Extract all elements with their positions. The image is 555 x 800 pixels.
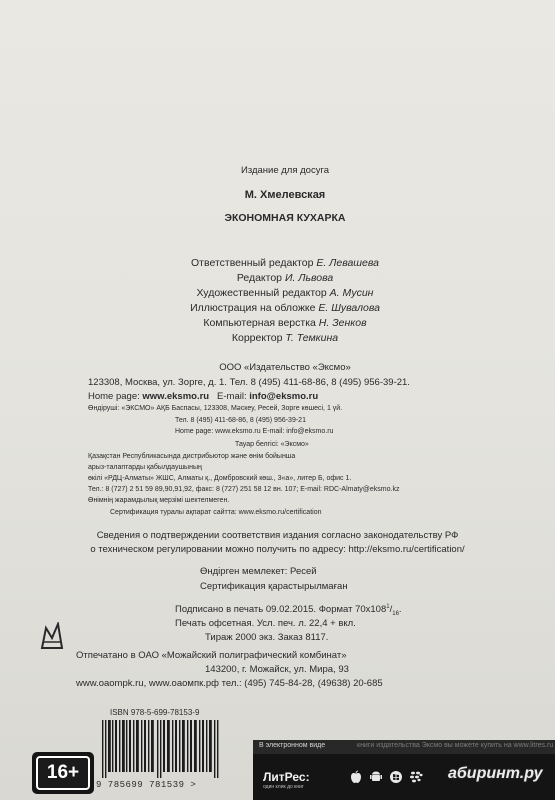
age-rating-badge — [32, 752, 94, 794]
barcode-icon — [98, 720, 223, 778]
kz-distributor-3: өкілі «РДЦ-Алматы» ЖШС, Алматы қ., Домбровский көш., 3«а», литер Б, офис 1. — [88, 475, 352, 482]
kz-distributor-2: арыз-талаптарды қабылдаушының — [88, 464, 202, 471]
publisher-contacts: Home page: www.eksmo.ru E-mail: info@eksmo.ru — [88, 391, 319, 402]
kz-producer: Өндіруші: «ЭКСМО» АҚБ Баспасы, 123308, Мәскеу, Ресей, Зорге көшесі, 1 үй. — [88, 405, 343, 412]
blackberry-icon — [409, 770, 423, 784]
isbn: ISBN 978-5-699-78153-9 — [110, 708, 200, 717]
android-icon — [369, 770, 383, 784]
home-page-link[interactable]: www.eksmo.ru — [142, 391, 210, 402]
print-type: Печать офсетная. Усл. печ. л. 22,4 + вкл. — [175, 618, 356, 629]
barcode-digits: 9 785699 781539 > — [96, 780, 197, 790]
mpk-logo-icon — [40, 622, 64, 650]
watermark: абиринт.ру — [448, 765, 543, 782]
printer-name: Отпечатано в ОАО «Можайский полиграфический комбинат» — [76, 650, 347, 661]
publisher-name: ООО «Издательство «Эксмо» — [219, 362, 351, 373]
kz-home: Home page: www.eksmo.ru E-mail: info@eksmo.ru — [175, 428, 334, 435]
conformity-line-2: о техническом регулировании можно получить по адресу: http://eksmo.ru/certification/ — [90, 544, 465, 555]
credit-line-3: Художественный редактор А. Мусин — [196, 287, 374, 299]
origin-country: Өндірген мемлекет: Ресей — [200, 566, 317, 577]
litres-logo: ЛитРес: — [263, 770, 310, 784]
credit-line-4: Иллюстрация на обложке Е. Шувалова — [190, 302, 380, 314]
credit-line-5: Компьютерная верстка Н. Зенков — [203, 317, 367, 329]
publisher-address: 123308, Москва, ул. Зорге, д. 1. Тел. 8 (495) 411-68-86, 8 (495) 956-39-21. — [88, 377, 410, 388]
kz-phone: Тел. 8 (495) 411-68-86, 8 (495) 956-39-21 — [175, 417, 306, 424]
credit-line-2: Редактор И. Львова — [236, 272, 334, 284]
email-link[interactable]: info@eksmo.ru — [249, 391, 319, 402]
kz-certification: Сертификация туралы ақпарат сайтта: www.eksmo.ru/certification — [110, 509, 322, 516]
certification-status: Сертификация қарастырылмаған — [200, 581, 348, 592]
kz-trademark: Тауар белгісі: «Эксмо» — [235, 441, 309, 448]
kz-validity: Өнімнің жарамдылық мерзімі шектелмеген. — [88, 497, 230, 504]
litres-band — [253, 740, 555, 754]
credit-line-1: Ответственный редактор Е. Левашева — [191, 257, 379, 269]
litres-band-text-2: книги издательства Эксмо вы можете купить на www.litres.ru — [357, 742, 554, 749]
credit-line-6: Корректор Т. Темкина — [231, 332, 339, 344]
litres-tagline: один клик до книг — [263, 784, 304, 790]
printer-contacts: www.oaompk.ru, www.оаомпк.рф тел.: (495) 745-84-28, (49638) 20-685 — [76, 678, 383, 689]
conformity-line-1: Сведения о подтверждении соответствия издания согласно законодательству РФ — [96, 530, 459, 541]
age-rating-label: 16+ — [36, 756, 90, 790]
kz-distributor-1: Қазақстан Республикасында дистрибьютор және өнім бойынша — [88, 453, 296, 460]
edition-type: Издание для досуга — [240, 165, 329, 176]
print-signed: Подписано в печать 09.02.2015. Формат $70x108^1/_{16}$. — [175, 604, 402, 618]
printer-address: 143200, г. Можайск, ул. Мира, 93 — [205, 664, 349, 675]
author: М. Хмелевская — [244, 189, 326, 201]
litres-band-text: В электронном виде — [259, 742, 326, 749]
print-circulation: Тираж 2000 экз. Заказ 8117. — [205, 632, 329, 643]
windows-icon — [389, 770, 403, 784]
apple-icon — [349, 770, 363, 784]
book-title: ЭКОНОМНАЯ КУХАРКА — [224, 212, 346, 224]
kz-distributor-4: Тел.: 8 (727) 2 51 59 89,90,91,92, факс: 8 (727) 251 58 12 вн. 107; E-mail: RDC-Almaty@eksmo.kz — [88, 486, 400, 493]
